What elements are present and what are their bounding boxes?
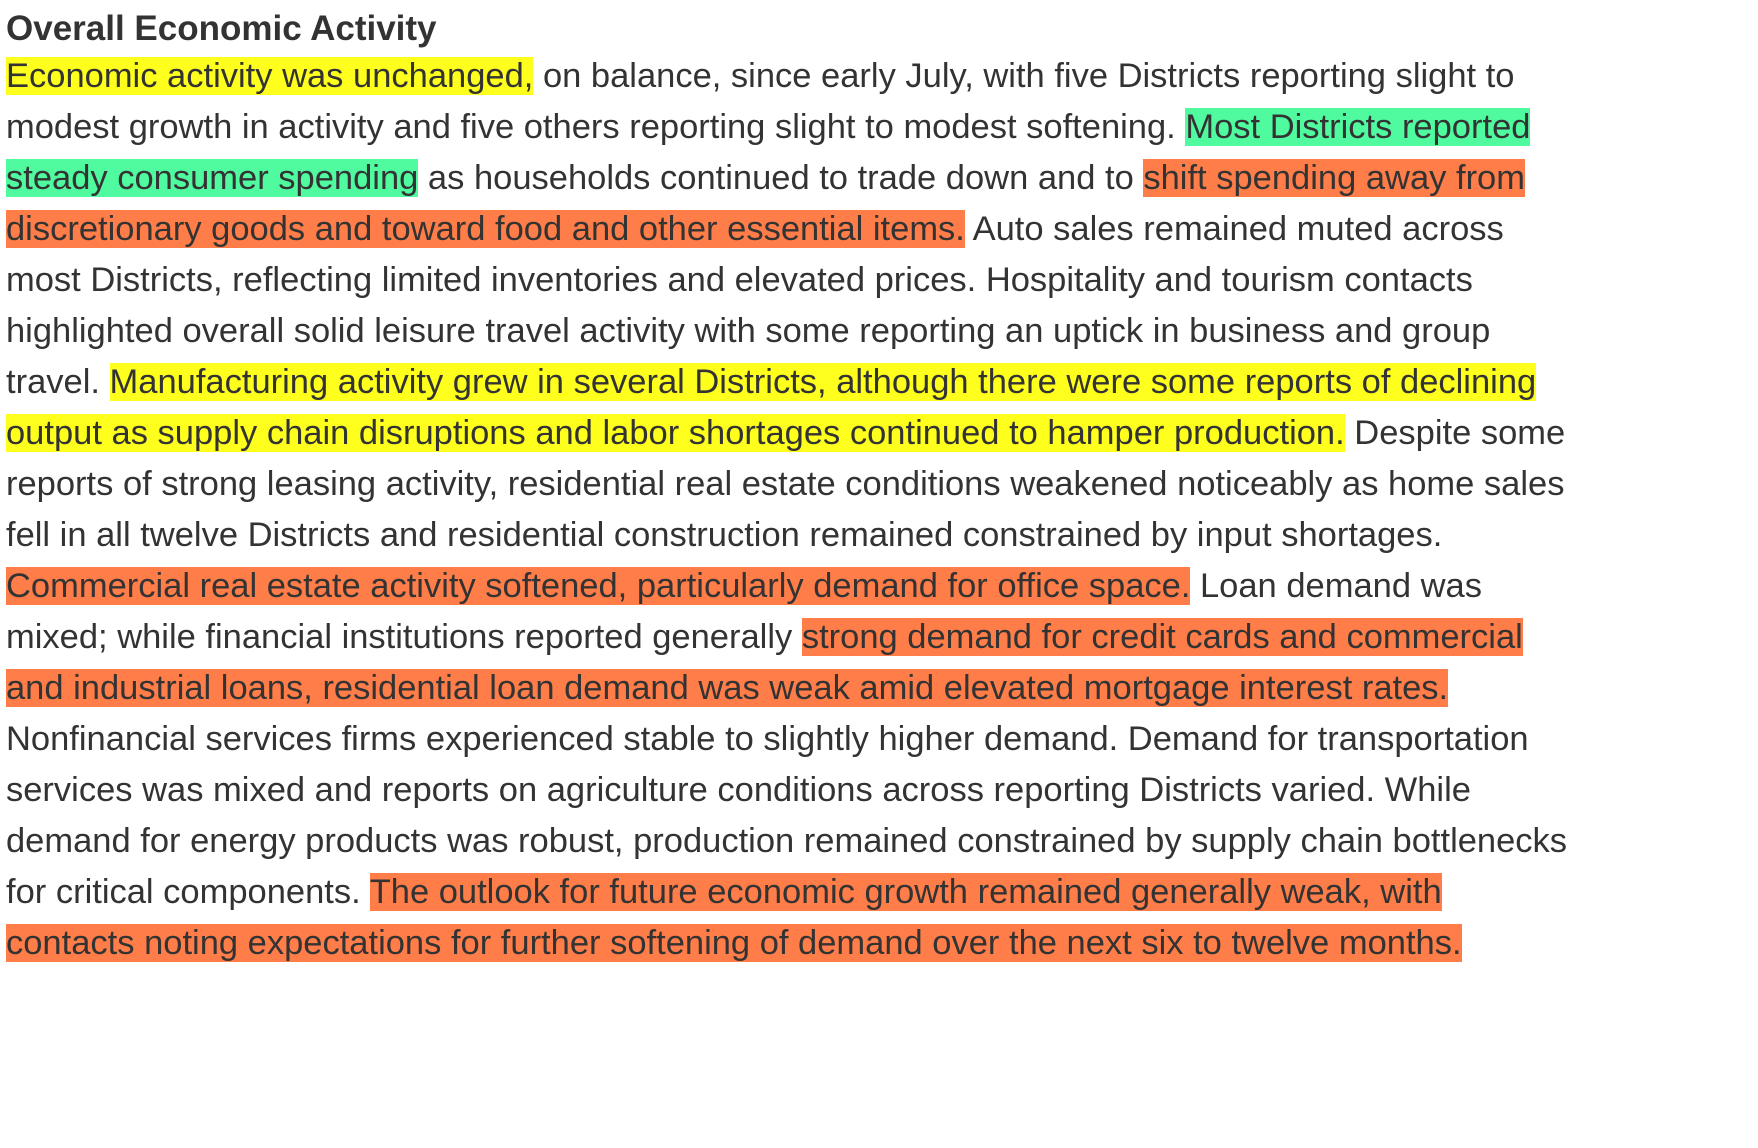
highlight-orange: strong demand for credit cards and commercial and industrial loans, residential loan demand was weak amid elevated mortgage interest rates. [6, 618, 1523, 707]
highlight-orange: The outlook for future economic growth remained generally weak, with contacts noting expectations for further softening of demand over the next six to twelve months. [6, 873, 1462, 962]
text-segment: Despite some reports of strong leasing activity, residential real estate conditions weakened noticeably as home sales fell in all twelve Districts and residential construction remained constrained by input shortages. [6, 414, 1566, 554]
highlight-green: Most Districts reported steady consumer spending [6, 108, 1531, 197]
text-segment: Auto sales remained muted across most Districts, reflecting limited inventories and elevated prices. Hospitality and tourism contacts highlighted overall solid leisure travel activity with some reporting an uptick in business and group travel. [6, 210, 1504, 401]
text-segment: as households continued to trade down and to [418, 159, 1144, 197]
summary-paragraph [6, 51, 1572, 969]
text-segment: on balance, since early July, with five Districts reporting slight to modest growth in activity and five others reporting slight to modest softening. [6, 57, 1515, 146]
highlight-orange: Commercial real estate activity softened, particularly demand for office space. [6, 567, 1191, 605]
text-segment: Loan demand was mixed; while financial institutions reported generally [6, 567, 1482, 656]
document [6, 8, 1572, 969]
text-segment: Nonfinancial services firms experienced stable to slightly higher demand. Demand for transportation services was mixed and reports on agriculture conditions across reporting Districts varied. While demand for energy products was robust, production remained constrained by supply chain bottlenecks for critical components. [6, 720, 1568, 911]
section-title: Overall Economic Activity [6, 9, 437, 48]
highlight-yellow: Manufacturing activity grew in several Districts, although there were some reports of declining output as supply chain disruptions and labor shortages continued to hamper production. [6, 363, 1537, 452]
highlight-orange: shift spending away from discretionary goods and toward food and other essential items. [6, 159, 1525, 248]
highlight-yellow: Economic activity was unchanged, [6, 57, 534, 95]
